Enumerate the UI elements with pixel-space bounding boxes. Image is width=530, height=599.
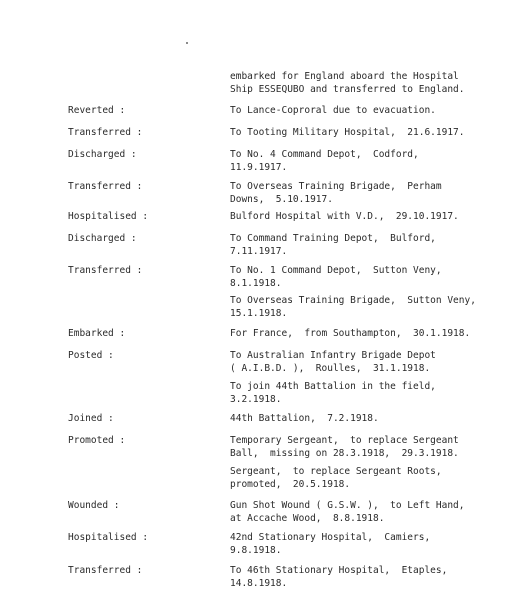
entry-line: 15.1.1918.: [230, 307, 288, 319]
entry-text: [230, 211, 522, 224]
entry-label: Joined :: [68, 413, 114, 424]
entry-label: Transferred :: [68, 127, 143, 138]
entry-label: Promoted :: [68, 435, 126, 446]
entry-line: 42nd Stationary Hospital, Camiers,: [230, 532, 431, 543]
entry-line: at Accache Wood, 8.8.1918.: [230, 512, 385, 524]
entry-text: [230, 105, 522, 118]
entry-text: [230, 265, 522, 290]
entry-text: [230, 381, 522, 406]
entry-line: Gun Shot Wound ( G.S.W. ), to Left Hand,: [230, 500, 465, 511]
entry-text: [230, 328, 522, 341]
intro-line-2: Ship ESSEQUBO and transferred to England.: [230, 83, 465, 95]
entry-text: [230, 413, 522, 426]
entry-label: Reverted :: [68, 105, 126, 116]
intro-text: [230, 71, 522, 96]
entry-text: [230, 500, 522, 525]
entry-label: Hospitalised :: [68, 532, 149, 543]
entry-label: Discharged :: [68, 233, 137, 244]
entry-label: Hospitalised :: [68, 211, 149, 222]
entry-text: [230, 149, 522, 174]
entry-line: Downs, 5.10.1917.: [230, 193, 333, 205]
entry-label: Wounded :: [68, 500, 120, 511]
entry-line: 9.8.1918.: [230, 544, 282, 556]
entry-label: Transferred :: [68, 565, 143, 576]
entry-line: 7.11.1917.: [230, 245, 288, 257]
entry-line: To 46th Stationary Hospital, Etaples,: [230, 565, 448, 576]
entry-label: Embarked :: [68, 328, 126, 339]
entry-text: [230, 295, 522, 320]
entry-label: Posted :: [68, 350, 114, 361]
entry-text: [230, 233, 522, 258]
entry-line: To join 44th Battalion in the field,: [230, 381, 436, 392]
entry-line: 3.2.1918.: [230, 393, 282, 405]
entry-line: Temporary Sergeant, to replace Sergeant: [230, 435, 459, 446]
entry-line: 8.1.1918.: [230, 277, 282, 289]
entry-line: To No. 4 Command Depot, Codford,: [230, 149, 419, 160]
intro-line-1: embarked for England aboard the Hospital: [230, 71, 459, 82]
entry-text: [230, 466, 522, 491]
entry-line: Sergeant, to replace Sergeant Roots,: [230, 466, 442, 477]
entry-line: To Australian Infantry Brigade Depot: [230, 350, 436, 361]
entry-label: Transferred :: [68, 181, 143, 192]
entry-line: To Lance-Coproral due to evacuation.: [230, 105, 436, 116]
entry-text: [230, 565, 522, 590]
entry-line: Ball, missing on 28.3.1918, 29.3.1918.: [230, 447, 459, 459]
entry-line: 14.8.1918.: [230, 577, 288, 589]
entry-line: For France, from Southampton, 30.1.1918.: [230, 328, 471, 339]
entry-line: 11.9.1917.: [230, 161, 288, 173]
entry-line: 44th Battalion, 7.2.1918.: [230, 413, 379, 424]
scan-speck: [186, 42, 188, 44]
entry-line: To No. 1 Command Depot, Sutton Veny,: [230, 265, 442, 276]
entry-line: Bulford Hospital with V.D., 29.10.1917.: [230, 211, 459, 222]
entry-label: Discharged :: [68, 149, 137, 160]
entry-line: To Tooting Military Hospital, 21.6.1917.: [230, 127, 465, 138]
entry-text: [230, 181, 522, 206]
entry-text: [230, 350, 522, 375]
entry-line: ( A.I.B.D. ), Roulles, 31.1.1918.: [230, 362, 431, 374]
entry-label: Transferred :: [68, 265, 143, 276]
entry-text: [230, 532, 522, 557]
entry-text: [230, 127, 522, 140]
entry-line: To Overseas Training Brigade, Perham: [230, 181, 442, 192]
entry-text: [230, 435, 522, 460]
entry-line: To Overseas Training Brigade, Sutton Veny,: [230, 295, 476, 306]
entry-line: To Command Training Depot, Bulford,: [230, 233, 436, 244]
entry-line: promoted, 20.5.1918.: [230, 478, 351, 490]
